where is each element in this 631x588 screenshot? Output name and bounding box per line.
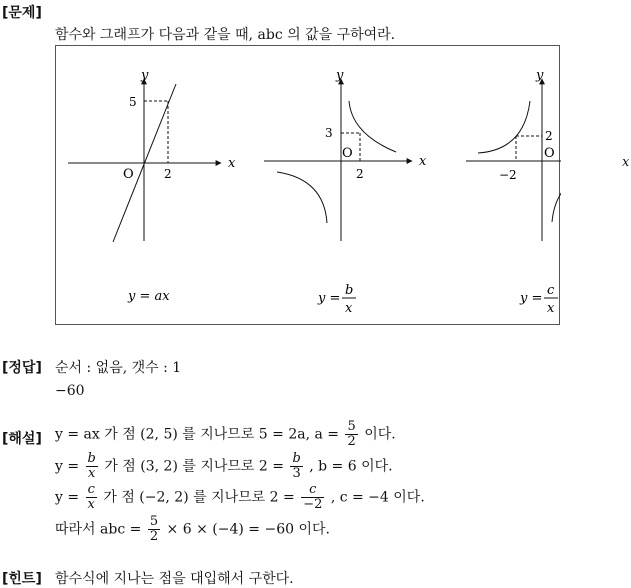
numerator: c xyxy=(301,483,324,498)
denominator: −2 xyxy=(303,497,323,512)
x-axis-label: x xyxy=(228,156,236,171)
numerator: c xyxy=(86,483,97,498)
text: 따라서 abc = xyxy=(55,521,142,538)
curve-quadrant-1 xyxy=(349,101,396,152)
point-y-label: 2 xyxy=(545,129,553,143)
numerator: 5 xyxy=(149,514,159,529)
point-x-label: 2 xyxy=(164,167,172,181)
numerator: b xyxy=(292,451,301,466)
hint-label: [힌트] xyxy=(2,571,42,587)
text: 가 점 (−2, 2) 를 지나므로 2 = xyxy=(103,489,295,506)
text: 이다. xyxy=(364,426,396,443)
equation-linear: y = ax xyxy=(128,289,170,304)
point-y-label: 3 xyxy=(325,126,333,140)
denominator: x xyxy=(88,466,96,481)
equation-numerator: c xyxy=(547,283,555,298)
numerator: 5 xyxy=(347,419,356,434)
answer-line-1: 순서 : 없음, 갯수 : 1 xyxy=(55,360,182,376)
solution-line-3 xyxy=(55,483,425,512)
solution-line-2 xyxy=(55,452,393,481)
text: 가 점 (3, 2) 를 지나므로 2 = xyxy=(104,458,284,475)
equation-numerator: b xyxy=(345,283,354,298)
denominator: x xyxy=(87,497,95,512)
text: , b = 6 이다. xyxy=(309,458,393,475)
solution-line-4 xyxy=(55,515,330,544)
curve-quadrant-4 xyxy=(552,170,561,222)
y-axis-label: y xyxy=(536,68,544,83)
y-axis-label: y xyxy=(336,68,344,83)
origin-label: O xyxy=(123,167,134,182)
problem-statement: 함수와 그래프가 다음과 같을 때, abc 의 값을 구하여라. xyxy=(55,27,396,43)
graph-linear xyxy=(68,68,236,242)
equation-b-over-x xyxy=(317,283,356,316)
denominator: 2 xyxy=(149,529,159,544)
graph-hyperbola-b xyxy=(264,68,427,241)
equation-denominator: x xyxy=(345,301,353,316)
origin-label: O xyxy=(544,146,555,161)
fraction xyxy=(86,483,97,512)
curve-quadrant-3 xyxy=(277,172,327,223)
solution-label: [해설] xyxy=(2,431,42,447)
equation-lhs: y = xyxy=(318,291,341,306)
fraction xyxy=(345,420,357,449)
text: y = ax 가 점 (2, 5) 를 지나므로 5 = 2a, a = xyxy=(55,426,340,443)
y-axis-label: y xyxy=(141,68,149,83)
fraction xyxy=(301,483,324,512)
figure-box xyxy=(55,45,560,325)
equation-lhs: y = xyxy=(520,291,543,306)
answer-value: −60 xyxy=(55,383,85,399)
origin-label: O xyxy=(342,146,353,161)
text: y = xyxy=(55,489,80,506)
text: y = xyxy=(55,458,80,475)
point-y-label: 5 xyxy=(129,95,137,109)
solution-line-1 xyxy=(55,420,396,449)
point-x-label: 2 xyxy=(356,167,364,181)
fraction xyxy=(290,452,302,481)
x-axis-label-graph3: x xyxy=(622,155,630,170)
curve-quadrant-2 xyxy=(478,101,530,153)
graph-hyperbola-c xyxy=(466,68,561,241)
answer-label: [정답] xyxy=(2,360,42,376)
x-axis-label: x xyxy=(419,154,427,169)
equation-c-over-x xyxy=(519,283,558,316)
graphs-figure xyxy=(56,46,561,326)
problem-label: [문제] xyxy=(2,5,42,21)
hint-text: 함수식에 지나는 점을 대입해서 구한다. xyxy=(55,571,294,587)
text: × 6 × (−4) = −60 이다. xyxy=(166,521,330,538)
fraction xyxy=(86,452,98,481)
fraction xyxy=(148,515,160,544)
text: , c = −4 이다. xyxy=(330,489,425,506)
denominator: 2 xyxy=(347,434,356,449)
equation-denominator: x xyxy=(547,301,555,316)
numerator: b xyxy=(87,451,96,466)
denominator: 3 xyxy=(292,466,301,481)
point-x-label: −2 xyxy=(499,168,517,182)
